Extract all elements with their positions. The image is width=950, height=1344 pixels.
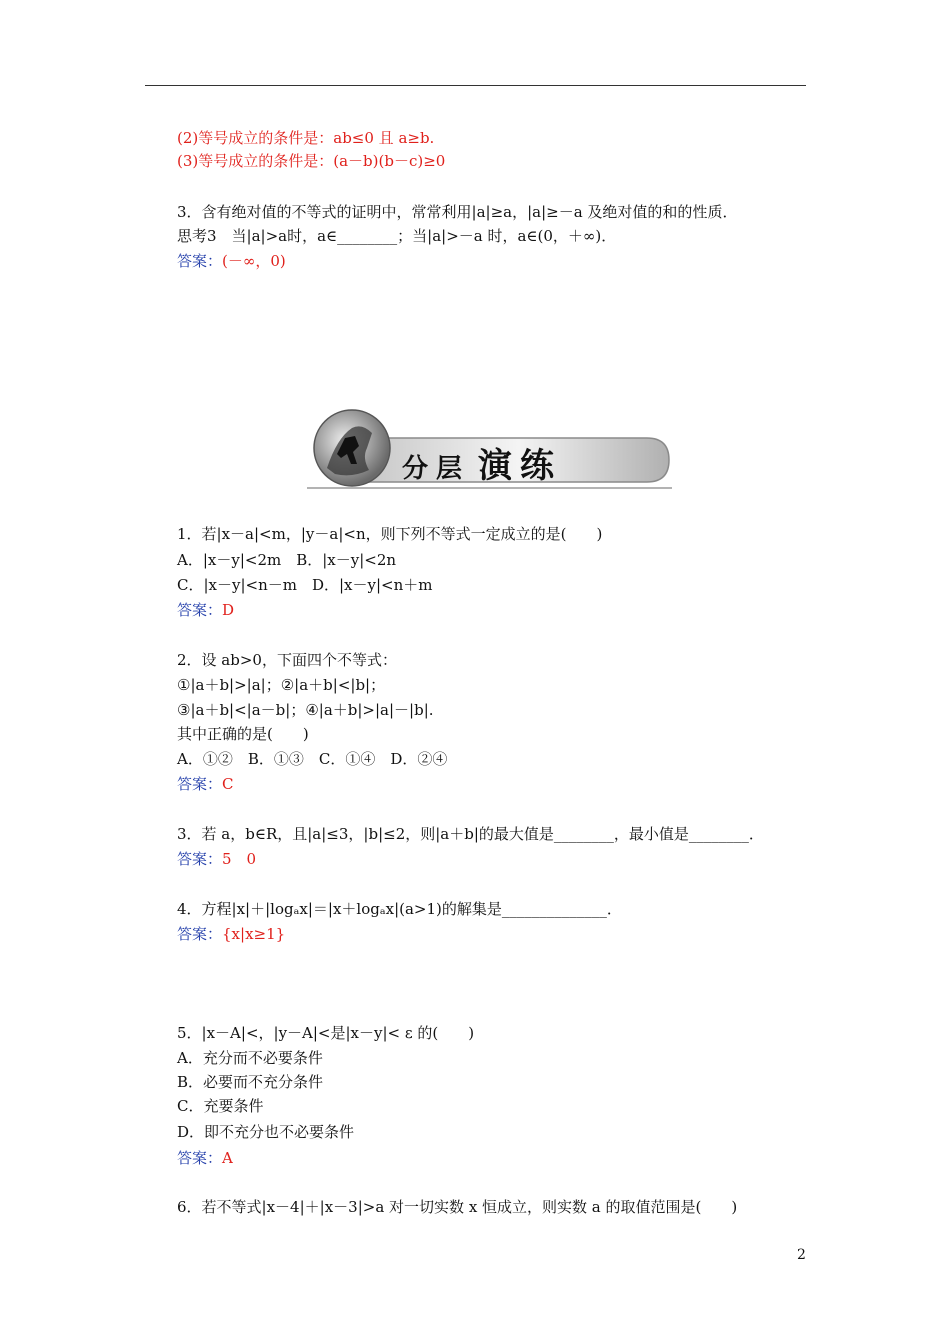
page-number: 2: [797, 1247, 806, 1263]
answer-value: (－∞，0): [222, 252, 286, 270]
banner-label-small: 分层: [402, 454, 471, 484]
question-2-option: A．①② B．①③ C．①④ D．②④: [177, 750, 448, 768]
question-5-answer: [177, 1148, 233, 1168]
question-5-option: A．充分而不必要条件: [177, 1049, 323, 1067]
answer-label: 答案：: [177, 925, 223, 943]
condition-2: (2)等号成立的条件是：ab≤0 且 a≥b.: [177, 129, 435, 147]
answer-value: 5 0: [222, 850, 257, 868]
banner-label-big: 演练: [478, 446, 563, 486]
condition-3: (3)等号成立的条件是：(a－b)(b－c)≥0: [177, 152, 446, 170]
think-3: 思考3 当|a|>a时，a∈________；当|a|>－a 时，a∈(0，＋∞)．: [177, 227, 617, 245]
question-6-stem: 6．若不等式|x－4|＋|x－3|>a 对一切实数 x 恒成立，则实数 a 的取值范围是( ): [177, 1198, 738, 1216]
question-1-option: A．|x－y|<2m B．|x－y|<2n: [177, 551, 397, 569]
question-2-answer: [177, 774, 234, 794]
answer-label: 答案：: [177, 252, 223, 270]
think-3-answer: [177, 251, 286, 271]
answer-value: D: [222, 601, 235, 619]
question-2-prompt: 其中正确的是( ): [177, 725, 309, 743]
question-4-stem: 4．方程|x|＋|logₐx|＝|x＋logₐx|(a>1)的解集是______________．: [177, 900, 622, 918]
question-3-stem: 3．若 a，b∈R，且|a|≤3，|b|≤2，则|a＋b|的最大值是________，最小值是________．: [177, 825, 764, 843]
answer-label: 答案：: [177, 775, 223, 793]
question-5-stem: 5．|x－A|<，|y－A|<是|x－y|< ε 的( ): [177, 1024, 475, 1042]
header-rule: [145, 85, 806, 86]
answer-label: 答案：: [177, 850, 223, 868]
answer-value: C: [222, 775, 234, 793]
question-5-option: D．即不充分也不必要条件: [177, 1123, 355, 1141]
answer-label: 答案：: [177, 601, 223, 619]
question-5-option: C．充要条件: [177, 1097, 264, 1115]
question-5-option: B．必要而不充分条件: [177, 1073, 324, 1091]
answer-label: 答案：: [177, 1149, 223, 1167]
question-3-answer: [177, 849, 256, 869]
question-2-item: ③|a＋b|<|a－b|；④|a＋b|>|a|－|b|.: [177, 701, 434, 719]
question-1-option: C．|x－y|<n－m D．|x－y|<n＋m: [177, 576, 433, 594]
intro-point-3: 3．含有绝对值的不等式的证明中，常常利用|a|≥a，|a|≥－a 及绝对值的和的性质．: [177, 203, 738, 221]
question-2-stem: 2．设 ab>0，下面四个不等式：: [177, 651, 397, 669]
question-1-answer: [177, 600, 234, 620]
question-2-item: ①|a＋b|>|a|；②|a＋b|<|b|；: [177, 676, 386, 694]
question-4-answer: [177, 924, 285, 944]
answer-value: A: [222, 1149, 233, 1167]
question-1-stem: 1．若|x－a|<m，|y－a|<n，则下列不等式一定成立的是( ): [177, 525, 603, 543]
answer-value: {x|x≥1}: [222, 925, 286, 943]
section-banner-title: [402, 438, 562, 487]
